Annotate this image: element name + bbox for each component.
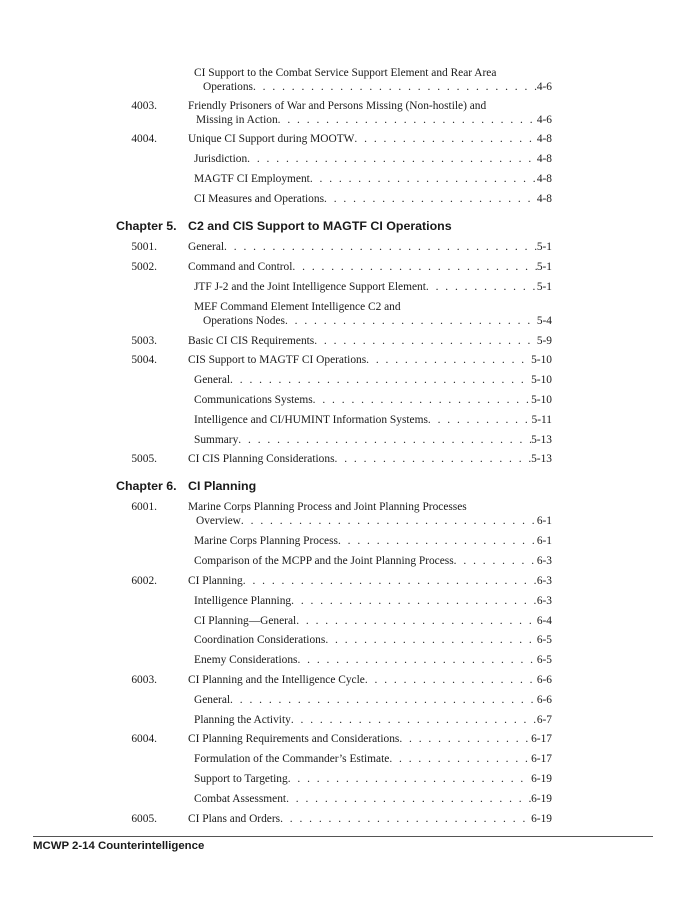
toc-entry-title: Communications Systems	[194, 394, 313, 406]
toc-page-number: 5-1	[536, 261, 552, 273]
toc-section-number: 5005.	[131, 453, 157, 465]
toc-page-number: 4-6	[536, 81, 552, 93]
toc-leader-dots	[288, 772, 531, 786]
toc-leader-dots	[399, 732, 531, 746]
toc-page-number: 6-19	[531, 793, 552, 805]
toc-subentry[interactable]	[194, 792, 552, 806]
toc-section-number: 4004.	[131, 133, 157, 145]
toc-entry-title: CIS Support to MAGTF CI Operations	[188, 354, 367, 366]
toc-leader-dots	[324, 192, 537, 206]
toc-entry-title: CI Measures and Operations	[194, 193, 325, 205]
toc-leader-dots	[426, 280, 537, 294]
toc-page-number: 5-10	[531, 354, 552, 366]
toc-subentry[interactable]	[194, 772, 552, 786]
toc-entry-title: Operations	[203, 81, 253, 93]
toc-entry-title: JTF J-2 and the Joint Intelligence Support Element	[194, 281, 426, 293]
toc-page-number: 6-6	[536, 694, 552, 706]
toc-leader-dots	[297, 653, 536, 667]
toc-leader-dots	[291, 594, 537, 608]
chapter-label: Chapter 6.	[116, 479, 177, 493]
toc-page-number: 6-5	[536, 634, 552, 646]
toc-section-number: 6004.	[131, 733, 157, 745]
toc-leader-dots	[238, 433, 531, 447]
toc-page-number: 4-8	[536, 193, 552, 205]
toc-entry-title: Support to Targeting	[194, 773, 288, 785]
toc-page-number: 5-13	[531, 434, 552, 446]
toc-page-number: 4-8	[536, 153, 552, 165]
toc-page-number: 6-7	[536, 714, 552, 726]
toc-entry[interactable]	[188, 132, 552, 146]
toc-entry-title: Basic CI CIS Requirements	[188, 335, 315, 347]
footer-publication-title: MCWP 2-14 Counterintelligence	[33, 840, 205, 852]
toc-entry-title: Coordination Considerations	[194, 634, 326, 646]
toc-subentry[interactable]	[194, 554, 552, 568]
toc-section-number: 6005.	[131, 813, 157, 825]
toc-page-number: 6-17	[531, 733, 552, 745]
toc-entry[interactable]	[188, 260, 552, 274]
toc-entry-title: CI Planning and the Intelligence Cycle	[188, 674, 365, 686]
toc-leader-dots	[313, 393, 531, 407]
toc-entry-title: Enemy Considerations	[194, 654, 298, 666]
toc-subentry[interactable]	[194, 413, 552, 427]
toc-page-number: 4-8	[536, 133, 552, 145]
toc-entry[interactable]	[188, 240, 552, 254]
toc-leader-dots	[354, 132, 536, 146]
toc-leader-dots	[230, 693, 537, 707]
toc-page-number: 5-4	[536, 315, 552, 327]
toc-entry-title: Comparison of the MCPP and the Joint Planning Process	[194, 555, 454, 567]
toc-entry-title: Missing in Action	[196, 114, 278, 126]
toc-page-number: 5-1	[536, 281, 552, 293]
toc-subentry[interactable]	[194, 152, 552, 166]
toc-entry[interactable]	[188, 673, 552, 687]
chapter-title[interactable]: CI Planning	[188, 479, 257, 493]
toc-subentry[interactable]	[194, 172, 552, 186]
toc-leader-dots	[243, 574, 537, 588]
toc-entry-title: Jurisdiction	[194, 153, 248, 165]
toc-subentry[interactable]	[194, 713, 552, 727]
toc-entry-title: General	[188, 241, 225, 253]
toc-page-number: 5-11	[531, 414, 552, 426]
toc-entry[interactable]	[188, 452, 552, 466]
toc-subentry[interactable]	[194, 393, 552, 407]
toc-section-number: 4003.	[131, 100, 157, 112]
toc-page-number: 6-1	[536, 515, 552, 527]
toc-leader-dots	[366, 353, 531, 367]
toc-subentry[interactable]	[203, 314, 552, 328]
toc-subentry[interactable]	[194, 534, 552, 548]
toc-entry-title: Marine Corps Planning Process	[194, 535, 338, 547]
toc-entry-title: Summary	[194, 434, 239, 446]
toc-page-number: 6-6	[536, 674, 552, 686]
toc-leader-dots	[428, 413, 532, 427]
toc-entry-title-line: CI Support to the Combat Service Support Element and Rear Area	[194, 67, 497, 79]
toc-leader-dots	[291, 713, 537, 727]
toc-entry-title: Operations Nodes	[203, 315, 285, 327]
toc-leader-dots	[230, 373, 531, 387]
toc-page-number: 5-13	[531, 453, 552, 465]
toc-subentry[interactable]	[194, 693, 552, 707]
toc-entry-title: Unique CI Support during MOOTW	[188, 133, 355, 145]
toc-leader-dots	[338, 534, 537, 548]
toc-leader-dots	[314, 334, 537, 348]
toc-leader-dots	[454, 554, 537, 568]
toc-entry-title: CI Planning	[188, 575, 243, 587]
toc-leader-dots	[292, 260, 536, 274]
toc-section-number: 5003.	[131, 335, 157, 347]
toc-section-number: 6003.	[131, 674, 157, 686]
toc-subentry[interactable]	[194, 373, 552, 387]
toc-subentry[interactable]	[194, 433, 552, 447]
toc-entry[interactable]	[188, 812, 552, 826]
toc-page-number: 5-9	[536, 335, 552, 347]
toc-entry-title: Combat Assessment	[194, 793, 287, 805]
toc-entry-title: Formulation of the Commander’s Estimate	[194, 753, 390, 765]
toc-subentry[interactable]	[194, 653, 552, 667]
toc-leader-dots	[280, 812, 531, 826]
toc-entry[interactable]	[196, 113, 552, 127]
toc-subentry[interactable]	[194, 633, 552, 647]
toc-entry-title-line: MEF Command Element Intelligence C2 and	[194, 301, 401, 313]
toc-page-number: 6-3	[536, 555, 552, 567]
toc-entry[interactable]	[196, 514, 552, 528]
toc-entry[interactable]	[188, 334, 552, 348]
toc-entry-title: Command and Control	[188, 261, 293, 273]
toc-entry-title: Intelligence Planning	[194, 595, 292, 607]
toc-leader-dots	[296, 614, 537, 628]
toc-leader-dots	[224, 240, 537, 254]
toc-leader-dots	[247, 152, 537, 166]
toc-subentry[interactable]	[194, 752, 552, 766]
toc-entry[interactable]	[188, 732, 552, 746]
toc-section-number: 6002.	[131, 575, 157, 587]
toc-section-number: 5004.	[131, 354, 157, 366]
toc-entry-title: Overview	[196, 515, 241, 527]
toc-leader-dots	[253, 80, 537, 94]
toc-leader-dots	[241, 514, 537, 528]
toc-page-number: 6-17	[531, 753, 552, 765]
toc-subentry[interactable]	[194, 280, 552, 294]
toc-entry-title: Planning the Activity	[194, 714, 291, 726]
toc-entry-title-line: Marine Corps Planning Process and Joint Planning Processes	[188, 501, 467, 513]
toc-subentry[interactable]	[194, 614, 552, 628]
chapter-title[interactable]: C2 and CIS Support to MAGTF CI Operations	[188, 219, 452, 233]
toc-entry[interactable]	[203, 80, 552, 94]
toc-page-number: 5-1	[536, 241, 552, 253]
toc-entry-title: Intelligence and CI/HUMINT Information Systems	[194, 414, 428, 426]
toc-entry-title: CI Planning Requirements and Considerations	[188, 733, 400, 745]
toc-subentry[interactable]	[194, 594, 552, 608]
toc-leader-dots	[310, 172, 537, 186]
toc-entry-title: CI Planning—General	[194, 615, 297, 627]
toc-section-number: 5002.	[131, 261, 157, 273]
toc-entry[interactable]	[188, 353, 552, 367]
toc-page-number: 6-5	[536, 654, 552, 666]
chapter-label: Chapter 5.	[116, 219, 177, 233]
toc-entry-title: General	[194, 374, 231, 386]
toc-leader-dots	[286, 792, 531, 806]
toc-entry-title: CI CIS Planning Considerations	[188, 453, 335, 465]
toc-entry-title: CI Plans and Orders	[188, 813, 281, 825]
toc-page-number: 4-6	[536, 114, 552, 126]
toc-leader-dots	[335, 452, 532, 466]
toc-section-number: 6001.	[131, 501, 157, 513]
toc-page-number: 6-3	[536, 575, 552, 587]
toc-subentry[interactable]	[194, 192, 552, 206]
toc-page-number: 6-19	[531, 813, 552, 825]
toc-page-number: 6-1	[536, 535, 552, 547]
toc-section-number: 5001.	[131, 241, 157, 253]
toc-leader-dots	[365, 673, 537, 687]
toc-page-number: 4-8	[536, 173, 552, 185]
toc-entry[interactable]	[188, 574, 552, 588]
toc-entry-title: MAGTF CI Employment	[194, 173, 310, 185]
toc-leader-dots	[285, 314, 537, 328]
toc-entry-title: General	[194, 694, 231, 706]
toc-page-number: 5-10	[531, 374, 552, 386]
toc-page-number: 6-3	[536, 595, 552, 607]
toc-leader-dots	[325, 633, 537, 647]
toc-page-number: 6-4	[536, 615, 552, 627]
toc-page-number: 5-10	[531, 394, 552, 406]
toc-entry-title-line: Friendly Prisoners of War and Persons Missing (Non-hostile) and	[188, 100, 487, 112]
toc-leader-dots	[278, 113, 537, 127]
toc-leader-dots	[389, 752, 531, 766]
footer-rule	[33, 836, 653, 837]
toc-page-number: 6-19	[531, 773, 552, 785]
